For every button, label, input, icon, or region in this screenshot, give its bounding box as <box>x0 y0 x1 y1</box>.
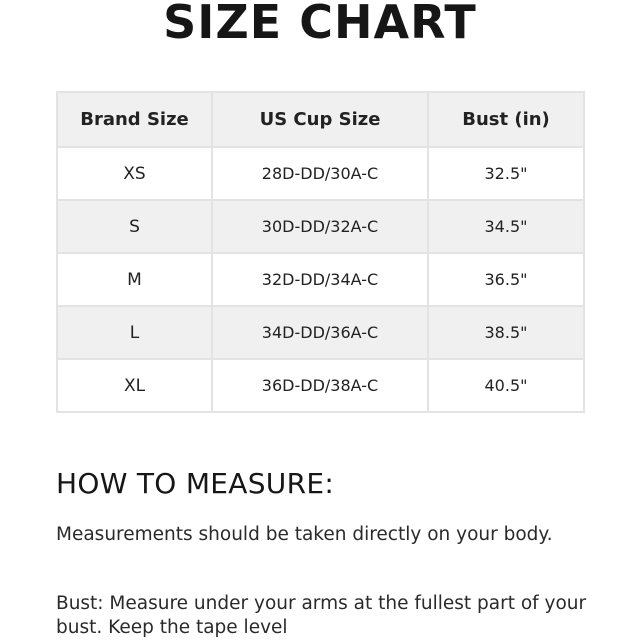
cell-us-cup-size: 34D-DD/36A-C <box>212 306 428 359</box>
table-row <box>57 253 584 306</box>
table-row <box>57 359 584 412</box>
how-to-measure-heading: HOW TO MEASURE: <box>56 467 335 500</box>
table-row <box>57 147 584 200</box>
cell-bust: 36.5" <box>428 253 584 306</box>
cell-brand-size: S <box>57 200 212 253</box>
page-title: SIZE CHART <box>163 0 477 49</box>
measure-instructions-bust: Bust: Measure under your arms at the fullest part of your bust. Keep the tape level <box>56 593 587 638</box>
cell-brand-size: XS <box>57 147 212 200</box>
table-row <box>57 200 584 253</box>
table-row <box>57 306 584 359</box>
cell-bust: 34.5" <box>428 200 584 253</box>
cell-us-cup-size: 32D-DD/34A-C <box>212 253 428 306</box>
header-brand-size: Brand Size <box>57 92 212 147</box>
cell-brand-size: M <box>57 253 212 306</box>
header-us-cup-size: US Cup Size <box>212 92 428 147</box>
header-bust: Bust (in) <box>428 92 584 147</box>
size-chart-table <box>56 91 585 413</box>
table-header-row <box>57 92 584 147</box>
cell-brand-size: XL <box>57 359 212 412</box>
cell-us-cup-size: 28D-DD/30A-C <box>212 147 428 200</box>
cell-us-cup-size: 36D-DD/38A-C <box>212 359 428 412</box>
cell-bust: 38.5" <box>428 306 584 359</box>
cell-bust: 40.5" <box>428 359 584 412</box>
cell-bust: 32.5" <box>428 147 584 200</box>
cell-us-cup-size: 30D-DD/32A-C <box>212 200 428 253</box>
cell-brand-size: L <box>57 306 212 359</box>
measure-instructions-general: Measurements should be taken directly on your body. <box>56 524 553 545</box>
